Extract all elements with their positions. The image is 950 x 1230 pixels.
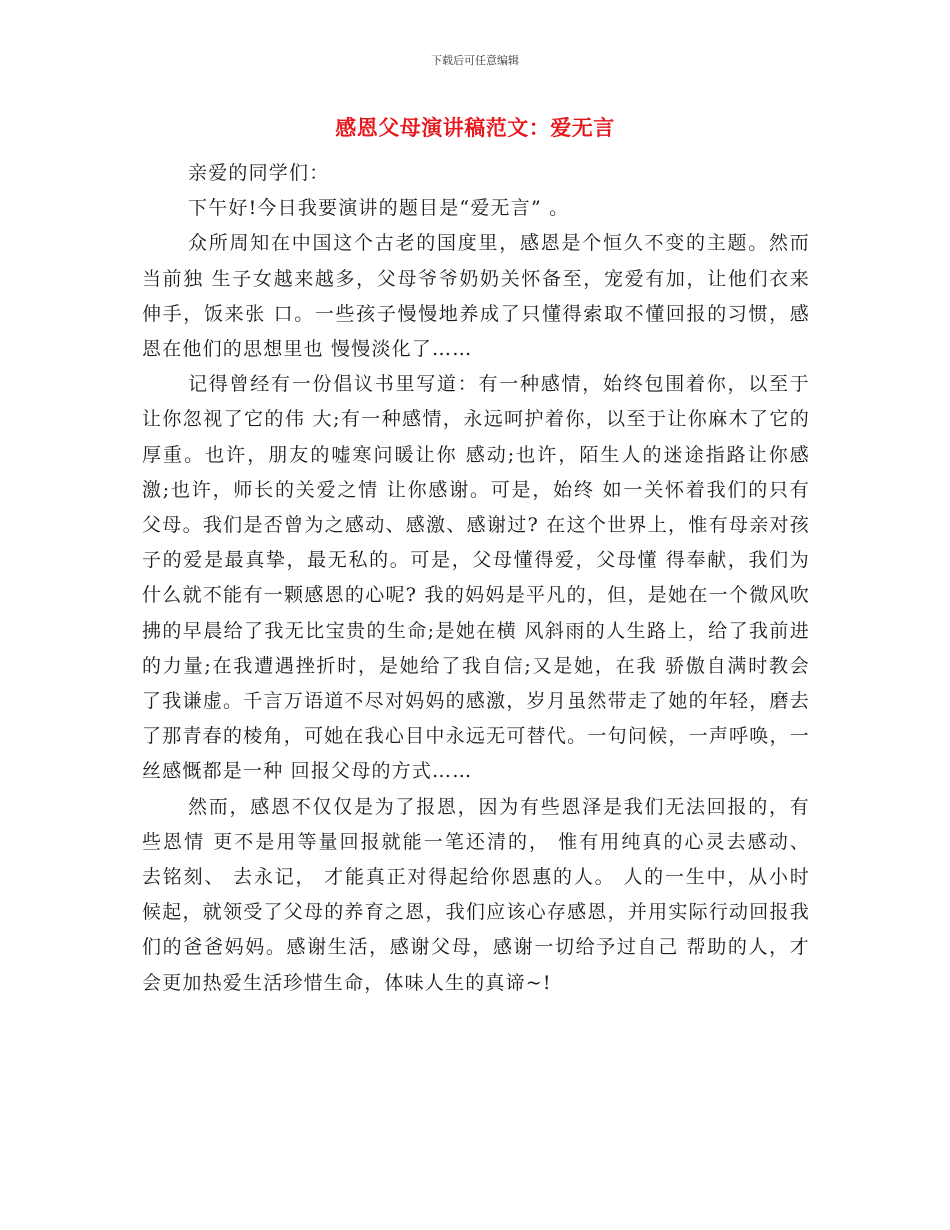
paragraph-1: 众所周知在中国这个古老的国度里，感恩是个恒久不变的主题。然而当前独 生子女越来越多，父母爷爷奶奶关怀备至，宠爱有加，让他们衣来伸手，饭来张 口。一些孩子慢慢地养成了只懂得索取不懂回报的习惯，感恩在他们的思想里也 慢慢淡化了…… bbox=[142, 232, 810, 361]
paragraph-2: 记得曾经有一份倡议书里写道：有一种感情，始终包围着你，以至于让你忽视了它的伟 大;有一种感情，永远呵护着你，以至于让你麻木了它的厚重。也许，朋友的嘘寒问暖让你 感动;也许，陌生人的迷途指路让你感激;也许，师长的关爱之情 让你感谢。可是，始终 如一关怀着我们的只有父母。我们是否曾为之感动、感激、感谢过? 在这个世界上，惟有母亲对孩子的爱是最真挚，最无私的。可是，父母懂得爱，父母懂 得奉献，我们为什么就不能有一颗感恩的心呢? 我的妈妈是平凡的，但，是她在一个微风吹拂的早晨给了我无比宝贵的生命;是她在横 风斜雨的人生路上，给了我前进的力量;在我遭遇挫折时，是她给了我自信;又是她，在我 骄傲自满时教会了我谦虚。千言万语道不尽对妈妈的感激，岁月虽然带走了她的年轻，磨去 了那青春的棱角，可她在我心目中永远无可替代。一句问候，一声呼唤，一丝感慨都是一种 回报父母的方式…… bbox=[142, 373, 810, 783]
document-title: 感恩父母演讲稿范文：爱无言 bbox=[335, 115, 615, 140]
paragraph-3: 然而，感恩不仅仅是为了报恩，因为有些恩泽是我们无法回报的，有些恩情 更不是用等量回报就能一笔还清的， 惟有用纯真的心灵去感动、 去铭刻、 去永记， 才能真正对得起给你恩惠的人。 人的一生中，从小时候起，就领受了父母的养育之恩，我们应该心存感恩，并用实际行动回报我们的爸爸妈妈。感谢生活，感谢父母，感谢一切给予过自己 帮助的人，才会更加热爱生活珍惜生命，体味人生的真谛~! bbox=[142, 795, 810, 994]
paragraph-opening: 下午好!今日我要演讲的题目是“爱无言” 。 bbox=[188, 197, 570, 220]
paragraph-greeting: 亲爱的同学们： bbox=[188, 162, 330, 184]
page-header-note: 下载后可任意编辑 bbox=[431, 54, 519, 67]
document-body bbox=[142, 156, 810, 1001]
